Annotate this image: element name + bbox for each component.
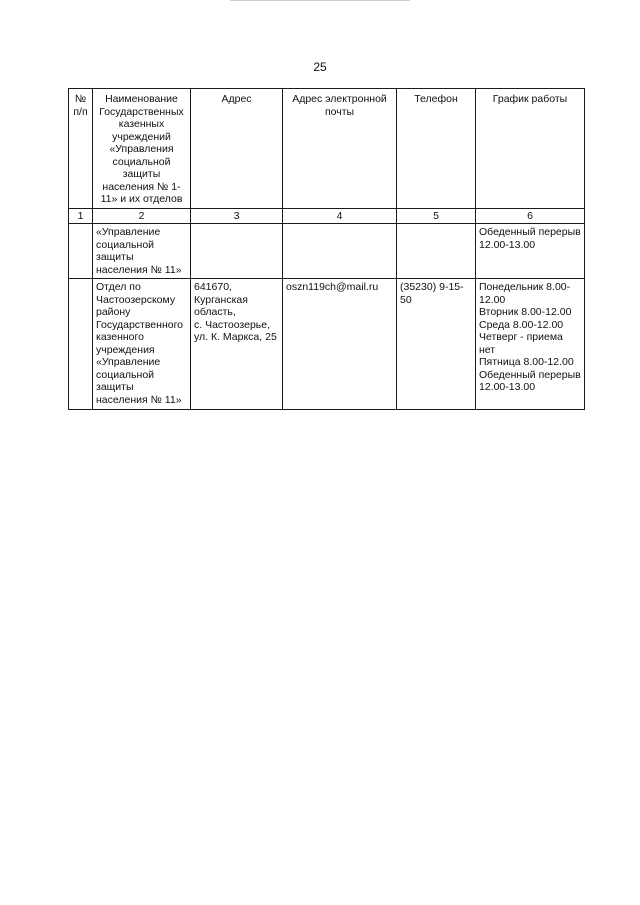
page-number: 25 [313, 60, 327, 74]
address-line: область, [194, 306, 236, 318]
institution-name [93, 279, 191, 410]
header-text: учреждений [112, 130, 171, 143]
header-email [283, 89, 397, 209]
name-line: защиты [96, 381, 134, 393]
institution-phone [397, 279, 476, 410]
name-line: Отдел по [96, 281, 141, 293]
column-number: 3 [191, 208, 283, 224]
table-row [69, 279, 585, 410]
header-number [69, 89, 93, 209]
name-line: «Управление [96, 356, 161, 368]
header-text: почты [324, 105, 355, 118]
name-line: Государственного [96, 318, 184, 331]
schedule-line: Четверг - приема нет [479, 331, 563, 356]
header-text: Телефон [414, 93, 458, 105]
address-line: Курганская [194, 293, 248, 306]
schedule-line: 12.00-13.00 [479, 238, 536, 251]
schedule-line: Вторник 8.00-12.00 [479, 306, 572, 318]
schedule-line: Обеденный перерыв [479, 226, 581, 238]
header-text: п/п [73, 105, 88, 118]
column-number: 1 [69, 208, 93, 224]
header-text: График работы [492, 93, 568, 105]
institution-phone [397, 224, 476, 279]
schedule-line: 12.00-13.00 [479, 381, 536, 393]
header-text: 11» и их отделов [100, 193, 183, 205]
name-line: населения № 11» [96, 263, 182, 276]
header-name [93, 89, 191, 209]
address-line: 641670, [194, 281, 232, 293]
header-text: № [74, 93, 87, 105]
institution-address [191, 279, 283, 410]
address-line: ул. К. Маркса, 25 [194, 331, 277, 343]
name-line: «Управление [96, 226, 161, 238]
header-text: Адрес электронной [292, 93, 387, 105]
header-text: Наименование [105, 93, 178, 105]
column-number: 5 [397, 208, 476, 224]
phone-line: (35230) 9-15- [400, 281, 464, 293]
row-number [69, 224, 93, 279]
schedule-line: 12.00 [479, 293, 506, 306]
header-text: защиты [122, 168, 161, 180]
header-text: Государственных [99, 105, 184, 118]
column-number-row [69, 208, 585, 224]
scan-edge-line [230, 0, 410, 1]
table-row [69, 224, 585, 279]
header-text: Адрес [221, 93, 252, 105]
name-line: защиты [96, 251, 134, 263]
table-header-row [69, 89, 585, 209]
header-phone [397, 89, 476, 209]
name-line: социальной [96, 368, 155, 381]
header-text: населения № 1- [102, 180, 181, 193]
institution-schedule [476, 279, 585, 410]
column-number: 6 [476, 208, 585, 224]
schedule-line: Обеденный перерыв [479, 368, 581, 381]
institution-schedule [476, 224, 585, 279]
schedule-line: Понедельник 8.00- [479, 281, 571, 293]
name-line: Частоозерскому [96, 293, 176, 306]
header-schedule [476, 89, 585, 209]
header-text: «Управления [109, 143, 174, 155]
column-number: 4 [283, 208, 397, 224]
address-line: с. Частоозерье, [194, 318, 271, 331]
institution-email: oszn119ch@mail.ru [283, 279, 397, 410]
name-line: населения № 11» [96, 393, 182, 406]
name-line: казенного [96, 331, 144, 343]
column-number: 2 [93, 208, 191, 224]
schedule-line: Среда 8.00-12.00 [479, 318, 564, 331]
institution-name [93, 224, 191, 279]
phone-line: 50 [400, 293, 412, 306]
institution-email [283, 224, 397, 279]
institution-address [191, 224, 283, 279]
name-line: району [96, 306, 131, 318]
row-number [69, 279, 93, 410]
header-text: социальной [112, 155, 171, 168]
name-line: учреждения [96, 343, 155, 356]
name-line: социальной [96, 238, 155, 251]
institutions-table [68, 88, 585, 410]
header-address [191, 89, 283, 209]
header-text: казенных [118, 118, 165, 130]
schedule-line: Пятница 8.00-12.00 [479, 356, 574, 368]
